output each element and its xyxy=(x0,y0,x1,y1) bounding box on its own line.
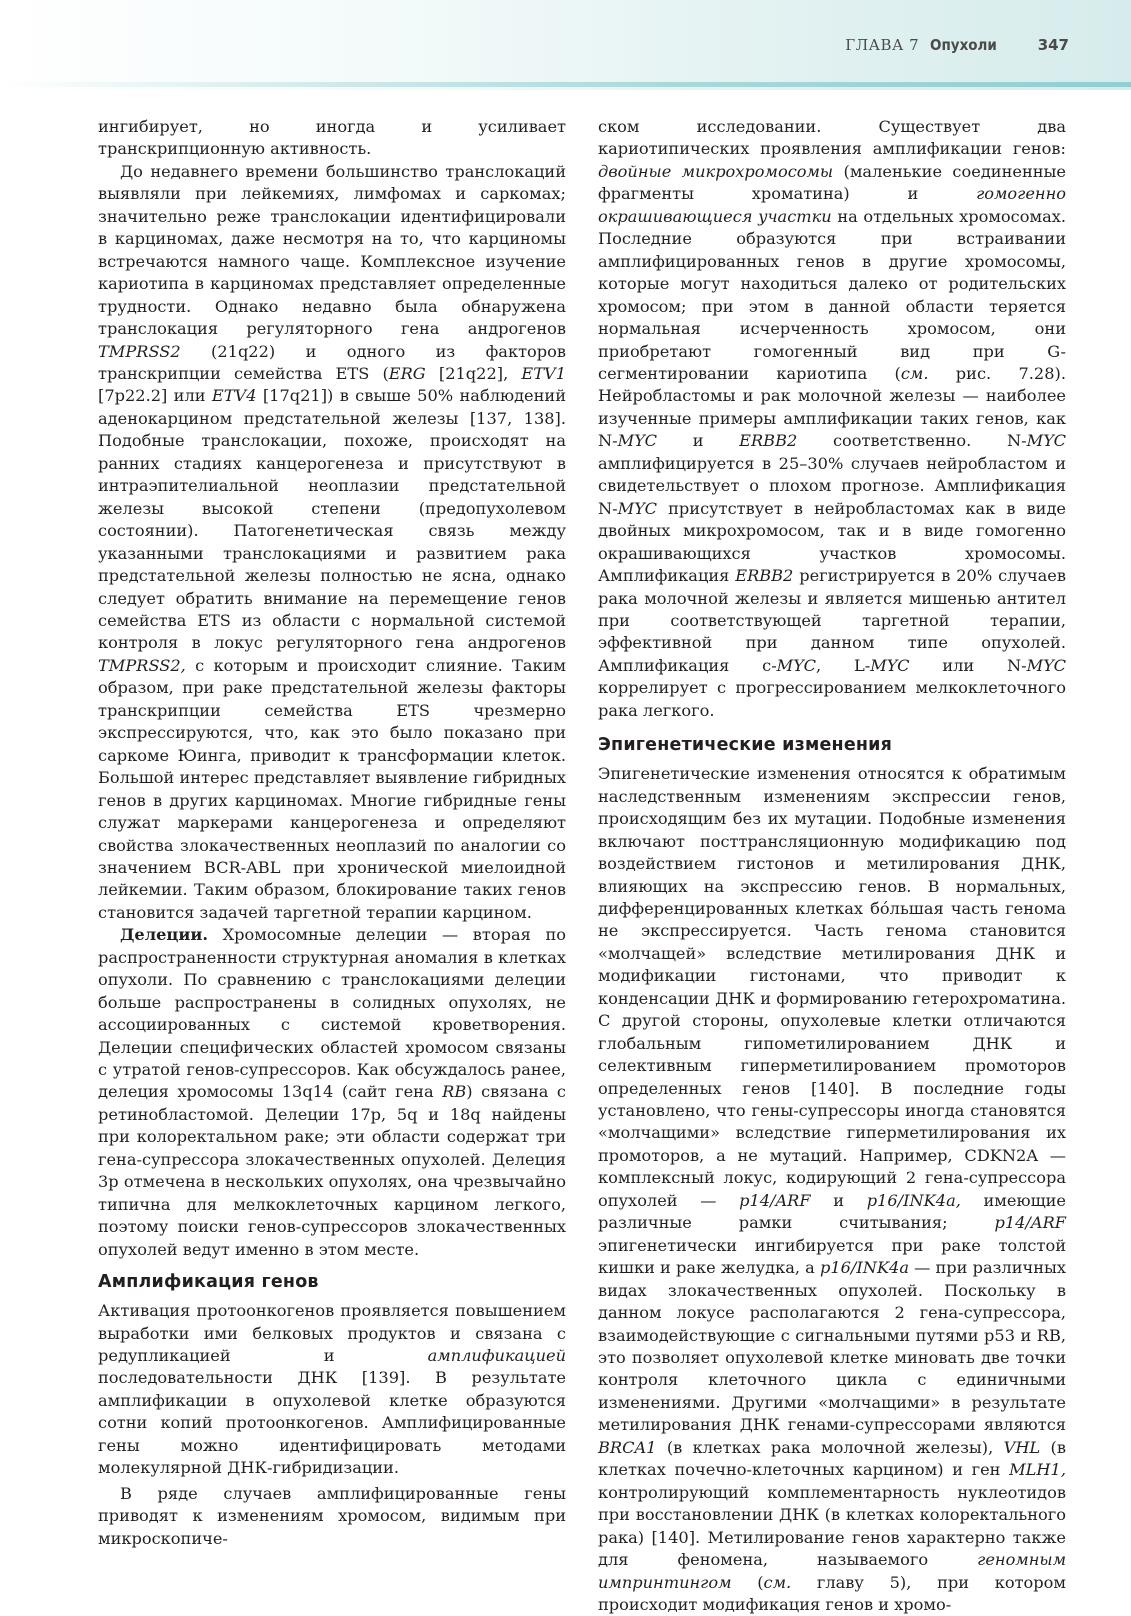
page-number: 347 xyxy=(1037,36,1069,54)
section-heading: Амплификация генов xyxy=(98,1272,319,1293)
left-column xyxy=(98,116,566,1550)
paragraph: Эпигенетические изменения относятся к обратимым наследственным изменениям экспрессии генов, происходящим без их мутации. Подобные изменения включают посттрансляционную модификацию под воздействием гистонов и метилирования ДНК, влияющих на экспрессию генов. В нормальных, дифференцированных клетках бóльшая часть генома не экспрессируется. Часть генома становится «молчащей» вследствие метилирования ДНК и модификации гистонами, что приводит к конденсации ДНК и формированию гетерохроматина. С другой стороны, опухолевые клетки отличаются глобальным гипометилированием ДНК и селективным гиперметилированием промоторов определенных генов [140]. В последние годы установлено, что гены-супрессоры иногда становятся «молчащими» вследствие гиперметилирования их промоторов, а не мутаций. Например, CDKN2A — комплексный локус, кодирующий 2 гена-супрессора опухолей — p14/ARF и p16/INK4a, имеющие различные рамки считывания; p14/ARF эпигенетически ингибируется при раке толстой кишки и раке желудка, а p16/INK4a — при различных видах злокачественных опухолей. Поскольку в данном локусе располагаются 2 гена-супрессора, взаимодействующие с сигнальными путями p53 и RB, это позволяет опухолевой клетке миновать две точки контроля клеточного цикла с единичными изменениями. Другими «молчащими» в результате метилирования ДНК генами-супрессорами являются BRCA1 (в клетках рака молочной железы), VHL (в клетках почечно-клеточных карцином) и ген MLH1, контролирующий комплементарность нуклеотидов при восстановлении ДНК (в клетках колоректального рака) [140]. Метилирование генов характерно также для феномена, называемого геномным импринтингом (см. главу 5), при котором происходит модификация генов и хромо- xyxy=(598,764,1067,1614)
header-rule xyxy=(0,82,1131,87)
paragraph: Делеции. Хромосомные делеции — вторая по распространенности структурная аномалия в клетках опухоли. По сравнению с транслокациями делеции больше распространены в солидных опухолях, не ассоциированных с системой кроветворения. Делеции специфических областей хромосом связаны с утратой генов-супрессоров. Как обсуждалось ранее, делеция хромосомы 13q14 (сайт гена RB) связана с ретинобластомой. Делеции 17p, 5q и 18q найдены при колоректальном раке; эти области содержат три гена-супрессора злокачественных опухолей. Делеция 3p отмечена в нескольких опухолях, она чрезвычайно типична для мелкоклеточных карцином легкого, поэтому поиски генов-супрессоров злокачественных опухолей ведут именно в этом месте. xyxy=(98,925,566,1259)
run-in-heading: Делеции. xyxy=(120,925,209,945)
paragraph: В ряде случаев амплифицированные гены приводят к изменениям хромосом, видимым при микроскопиче- xyxy=(98,1483,566,1548)
section-heading: Эпигенетические изменения xyxy=(598,735,893,756)
chapter-label: ГЛАВА 7 xyxy=(845,36,920,54)
right-column xyxy=(598,116,1066,1616)
paragraph: Активация протоонкогенов проявляется повышением выработки ими белковых продуктов и связана с редупликацией и амплификацией последовательности ДНК [139]. В результате амплификации в опухолевой клетке образуются сотни копий протоонкогенов. Амплифицированные гены можно идентифицировать методами молекулярной ДНК-гибридизации. xyxy=(98,1301,566,1478)
paragraph: ском исследовании. Существует два кариотипических проявления амплификации генов: двойные микрохромосомы (маленькие соединенные фрагменты хроматина) и гомогенно окрашивающиеся участки на отдельных хромосомах. Последние образуются при встраивании амплифицированных генов в другие хромосомы, которые могут находиться далеко от родительских хромосом; при этом в данной области теряется нормальная исчерченность хромосом, они приобретают гомогенный вид при G-сегментировании кариотипа (см. рис. 7.28). Нейробластомы и рак молочной железы — наиболее изученные примеры амплификации таких генов, как N-MYC и ERBB2 соответственно. N-MYC амплифицируется в 25–30% случаев нейробластом и свидетельствует о плохом прогнозе. Амплификация N-MYC присутствует в нейробластомах как в виде двойных микрохромосом, так и в виде гомогенно окрашивающихся участков хромосомы. Амплификация ERBB2 регистрируется в 20% случаев рака молочной железы и является мишенью антител при соответствующей таргетной терапии, эффективной при данном типе опухолей. Амплификация c-MYC, L-MYC или N-MYC коррелирует с прогрессированием мелкоклеточного рака легкого. xyxy=(598,117,1067,720)
running-head xyxy=(845,36,1069,54)
section-title: Опухоли xyxy=(929,36,997,54)
paragraph: ингибирует, но иногда и усиливает транскрипционную активность. xyxy=(98,117,566,159)
paragraph: До недавнего времени большинство транслокаций выявляли при лейкемиях, лимфомах и саркомах; значительно реже транслокации идентифицировали в карциномах, даже несмотря на то, что карциномы встречаются намного чаще. Комплексное изучение кариотипа в карциномах представляет определенные трудности. Однако недавно была обнаружена транслокация регуляторного гена андрогенов TMPRSS2 (21q22) и одного из факторов транскрипции семейства ETS (ERG [21q22], ETV1 [7p22.2] или ETV4 [17q21]) в свыше 50% наблюдений аденокарцином предстательной железы [137, 138]. Подобные транслокации, похоже, происходят на ранних стадиях канцерогенеза и присутствуют в интраэпителиальной неоплазии предстательной железы высокой степени (предопухолевом состоянии). Патогенетическая связь между указанными транслокациями и развитием рака предстательной железы полностью не ясна, однако следует обратить внимание на перемещение генов семейства ETS из области с нормальной системой контроля в локус регуляторного гена андрогенов TMPRSS2, с которым и происходит слияние. Таким образом, при раке предстательной железы факторы транскрипции семейства ETS чрезмерно экспрессируются, что, как это было показано при саркоме Юинга, приводит к трансформации клеток. Большой интерес представляет выявление гибридных генов в других карциномах. Многие гибридные гены служат маркерами канцерогенеза и определяют свойства злокачественных неоплазий по аналогии со значением BCR-ABL при хронической миелоидной лейкемии. Таким образом, блокирование таких генов становится задачей таргетной терапии карцином. xyxy=(98,161,566,922)
